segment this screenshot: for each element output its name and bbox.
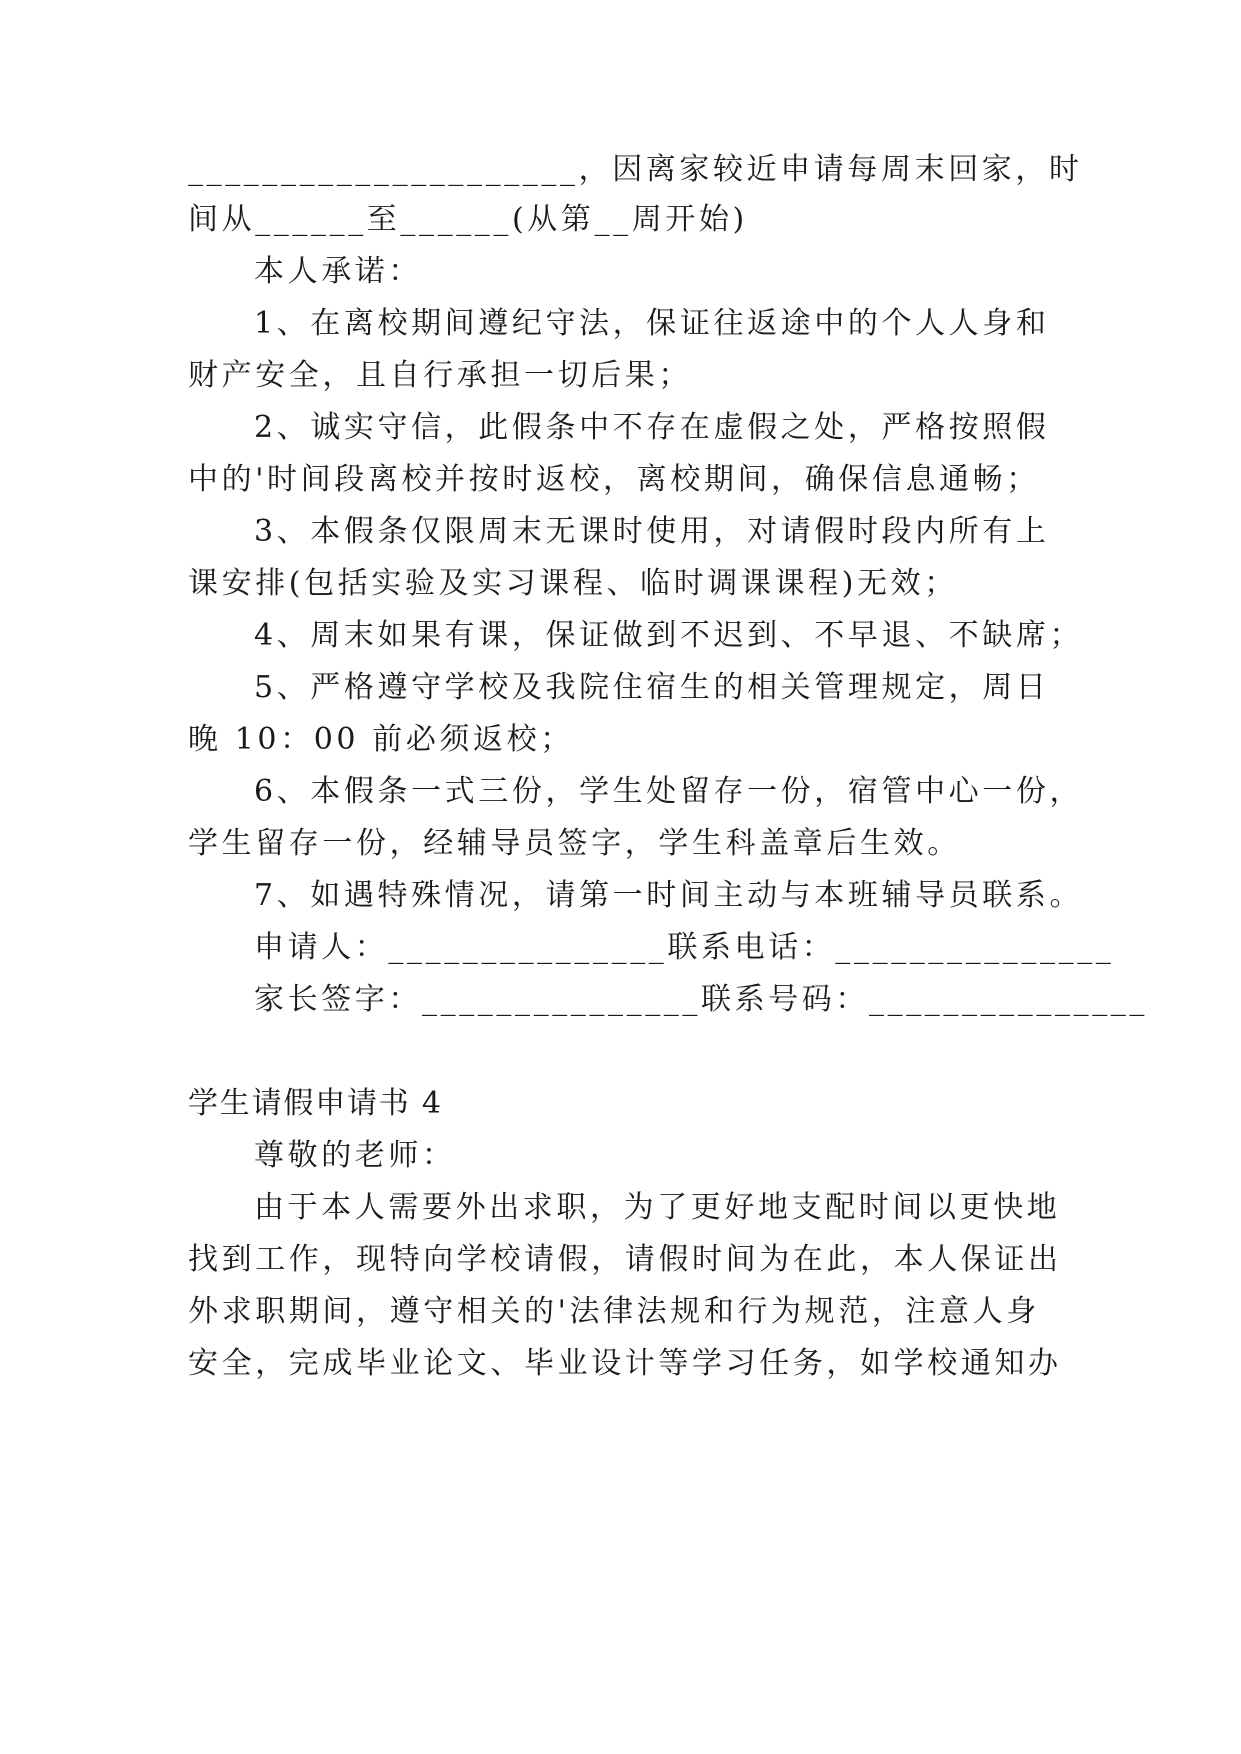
text-line: 间从______至______(从第__周开始)	[188, 202, 748, 237]
text-line: 4、周末如果有课，保证做到不迟到、不早退、不缺席；	[254, 618, 1084, 653]
text-line: 7、如遇特殊情况，请第一时间主动与本班辅导员联系。	[254, 878, 1084, 913]
text-line: 由于本人需要外出求职，为了更好地支配时间以更快地	[254, 1190, 1061, 1225]
text-line: 2、诚实守信，此假条中不存在虚假之处，严格按照假	[254, 410, 1050, 445]
signature-line: 申请人：_______________联系电话：_______________	[254, 930, 1115, 965]
text-line: 课安排(包括实验及实习课程、临时调课课程)无效；	[188, 566, 958, 601]
text-line: 学生留存一份，经辅导员签字，学生科盖章后生效。	[188, 826, 961, 861]
signature-line: 家长签字：_______________联系号码：_______________	[254, 982, 1148, 1017]
text-line: 6、本假条一式三份，学生处留存一份，宿管中心一份，	[254, 774, 1084, 809]
text-line: 3、本假条仅限周末无课时使用，对请假时段内所有上	[254, 514, 1050, 549]
text-line: 晚 10：00 前必须返校；	[188, 722, 574, 757]
text-line: 财产安全，且自行承担一切后果；	[188, 358, 692, 393]
text-line: 找到工作，现特向学校请假，请假时间为在此，本人保证出	[188, 1242, 1062, 1277]
text-line: _____________________，因离家较近申请每周末回家，时	[188, 152, 1083, 187]
text-line: 1、在离校期间遵纪守法，保证往返途中的个人人身和	[254, 306, 1050, 341]
text-line: 外求职期间，遵守相关的'法律法规和行为规范，注意人身	[188, 1294, 1040, 1329]
text-line: 安全，完成毕业论文、毕业设计等学习任务，如学校通知办	[188, 1346, 1062, 1381]
text-line: 5、严格遵守学校及我院住宿生的相关管理规定，周日	[254, 670, 1050, 705]
text-line: 本人承诺：	[254, 254, 422, 289]
section-heading: 学生请假申请书 4	[188, 1086, 443, 1121]
salutation: 尊敬的老师：	[254, 1138, 456, 1173]
text-line: 中的'时间段离校并按时返校，离校期间，确保信息通畅；	[188, 462, 1040, 497]
